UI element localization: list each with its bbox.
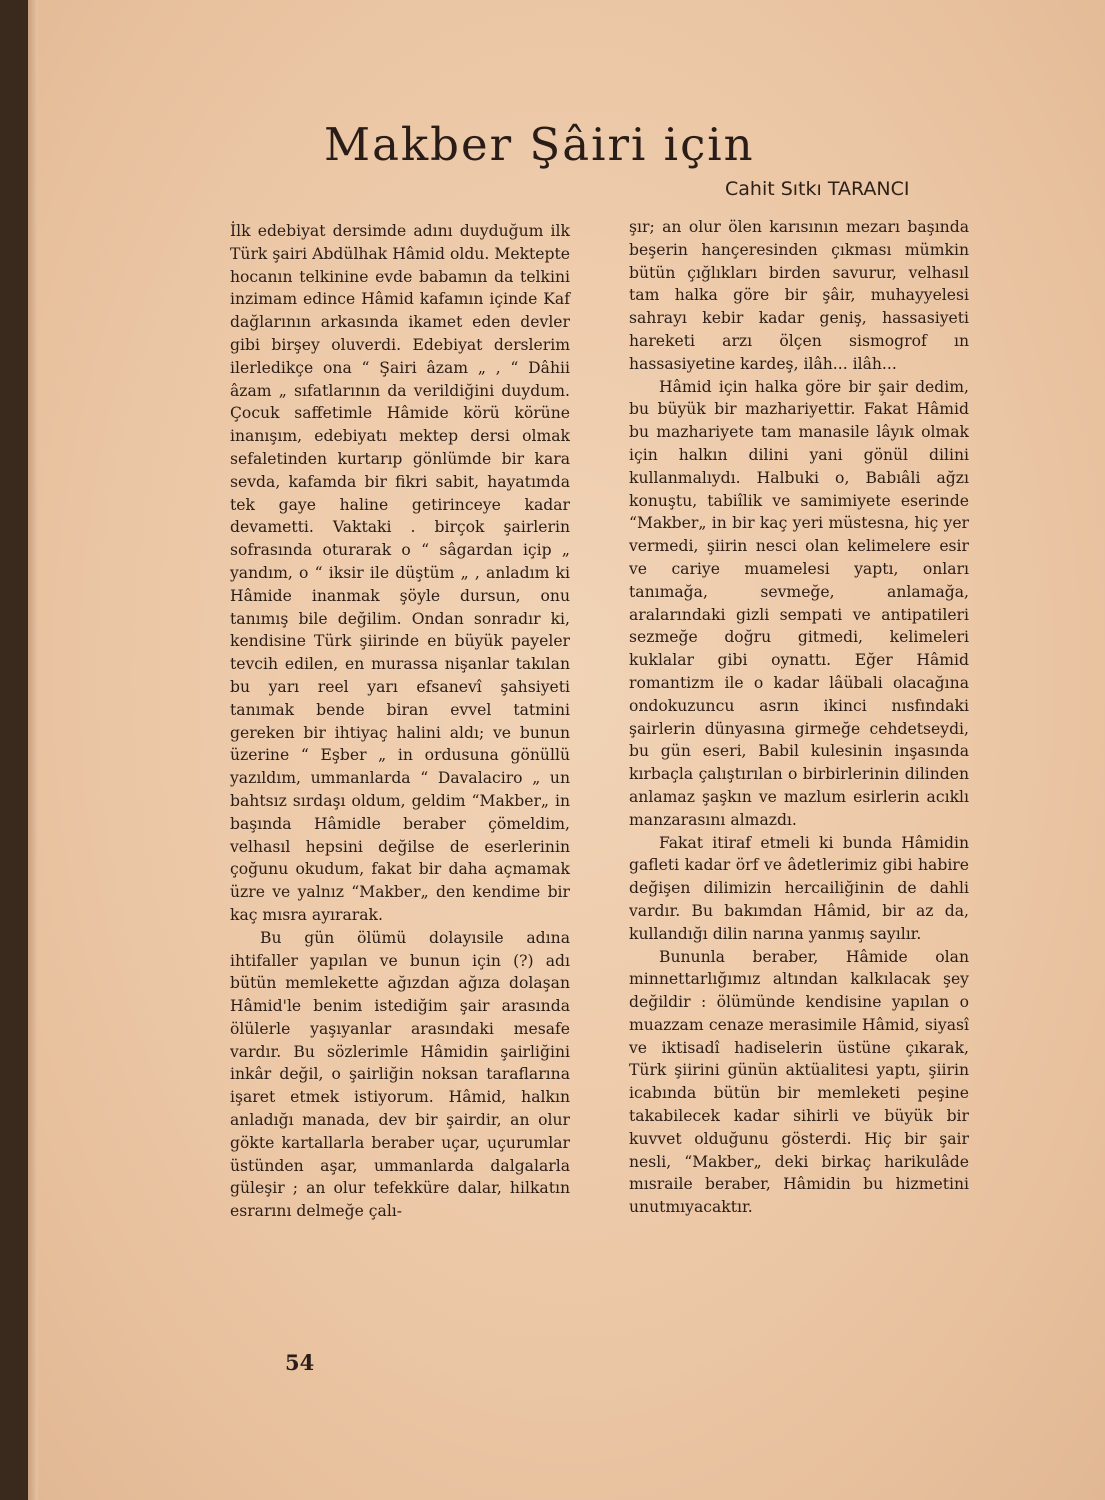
paragraph: Bu gün ölümü dolayısile adına ihtifaller yapılan ve bunun için (?) adı bütün memlekette ağızdan ağıza dolaşan Hâmid'le benim istediğim şair arasında ölülerle yaşıyanlar arasındaki mesafe vardır. Bu sözlerimle Hâmidin şairliğini inkâr değil, o şairliğin noksan taraflarına işaret etmek istiyorum. Hâmid, halkın anladığı manada, dev bir şairdir, an olur gökte kartallarla beraber uçar, uçurumlar üstünden aşar, ummanlarda dalgalarla güleşir ; an olur tefekküre dalar, hilkatın esrarını delmeğe çalı-: [230, 928, 570, 1221]
page-number: 54: [285, 1350, 315, 1375]
paragraph: İlk edebiyat dersimde adını duyduğum ilk Türk şairi Abdülhak Hâmid oldu. Mektepte hocanın telkinine evde babamın da telkini inzimam edince Hâmid kafamın içinde Kaf dağlarının arkasında ikamet eden devler gibi birşey oluverdi. Edebiyat derslerim ilerledikçe ona “ Şairi âzam „ , “ Dâhii âzam „ sıfatlarının da verildiğini duydum. Çocuk saffetimle Hâmide körü körüne inanışım, edebiyatı mektep dersi olmak sefaletinden kurtarıp gönlümde bir kara sevda, kafamda bir fikri sabit, hayatımda tek gaye haline getirinceye kadar devametti. Vaktaki . birçok şairlerin sofrasında oturarak o “ sâgardan içip „ yandım, o “ iksir ile düştüm „ , anladım ki Hâmide inanmak şöyle dursun, onu tanımış bile değilim. Ondan sonradır ki, kendisine Türk şiirinde en büyük payeler tevcih edilen, en murassa nişanlar takılan bu yarı reel yarı efsanevî şahsiyeti tanımak bende biran evvel tatmini gereken bir ihtiyaç halini aldı; ve bunun üzerine “ Eşber „ in ordusuna gönüllü yazıldım, ummanlarda “ Davalaciro „ un bahtsız sırdaşı oldum, geldim “Makber„ in başında Hâmidle beraber çömeldim, velhasıl hepsini değilse de eserlerinin çoğunu okudum, fakat bir daha açmamak üzre ve yalnız “Makber„ den kendime bir kaç mısra ayırarak.: [230, 222, 570, 924]
page-binding-edge: [28, 0, 38, 1500]
article-title: Makber Şâiri için: [324, 118, 755, 171]
right-text-column: [629, 216, 969, 1219]
paragraph: Bununla beraber, Hâmide olan minnettarlığımız altından kalkılacak şey değildir : ölümünde kendisine yapılan o muazzam cenaze merasimile Hâmid, siyasî ve iktisadî hadiselerin üstüne çıkarak, Türk şiirini günün aktüalitesi yaptı, şiirin icabında bütün bir memleketi peşine takabilecek kadar sihirli ve büyük bir kuvvet olduğunu gösterdi. Hiç bir şair nesli, “Makber„ deki birkaç harikulâde mısraile beraber, Hâmidin bu hizmetini unutmıyacaktır.: [629, 947, 969, 1217]
paragraph: şır; an olur ölen karısının mezarı başında beşerin hançeresinden çıkması mümkin bütün çığlıkları birden savurur, velhasıl tam halka göre bir şâir, muhayyelesi sahrayı kebir kadar geniş, hassasiyeti hareketi arzı ölçen sismogrof ın hassasiyetine kardeş, ilâh... ilâh...: [629, 218, 969, 373]
paragraph: Hâmid için halka göre bir şair dedim, bu büyük bir mazhariyettir. Fakat Hâmid bu mazhariyete tam manasile lâyık olmak için halkın dilini yani gönül dilini kullanmalıydı. Halbuki o, Babıâli ağzı konuştu, tabiîlik ve samimiyete eserinde “Makber„ in bir kaç yeri müstesna, hiç yer vermedi, şiirin nesci olan kelimelere esir ve cariye muamelesi yaptı, onları tanımağa, sevmeğe, anlamağa, aralarındaki gizli sempati ve antipatileri sezmeğe doğru gitmedi, kelimeleri kuklalar gibi oynattı. Eğer Hâmid romantizm ile o kadar lâübali olacağına ondokuzuncu asrın ikinci nısfındaki şairlerin dünyasına girmeğe cehdetseydi, bu gün eseri, Babil kulesinin inşasında kırbaçla çalıştırılan o birbirlerinin dilinden anlamaz şaşkın ve mazlum esirlerin acıklı manzarasını almazdı.: [629, 377, 969, 829]
left-text-column: [230, 220, 570, 1223]
paragraph: Fakat itiraf etmeli ki bunda Hâmidin gafleti kadar örf ve âdetlerimiz gibi habire değişen dilimizin hercailiğinin de dahli vardır. Bu bakımdan Hâmid, bir az da, kullandığı dilin narına yanmış sayılır.: [629, 833, 969, 943]
magazine-page: [28, 0, 1105, 1500]
article-author: Cahit Sıtkı TARANCI: [725, 178, 910, 200]
